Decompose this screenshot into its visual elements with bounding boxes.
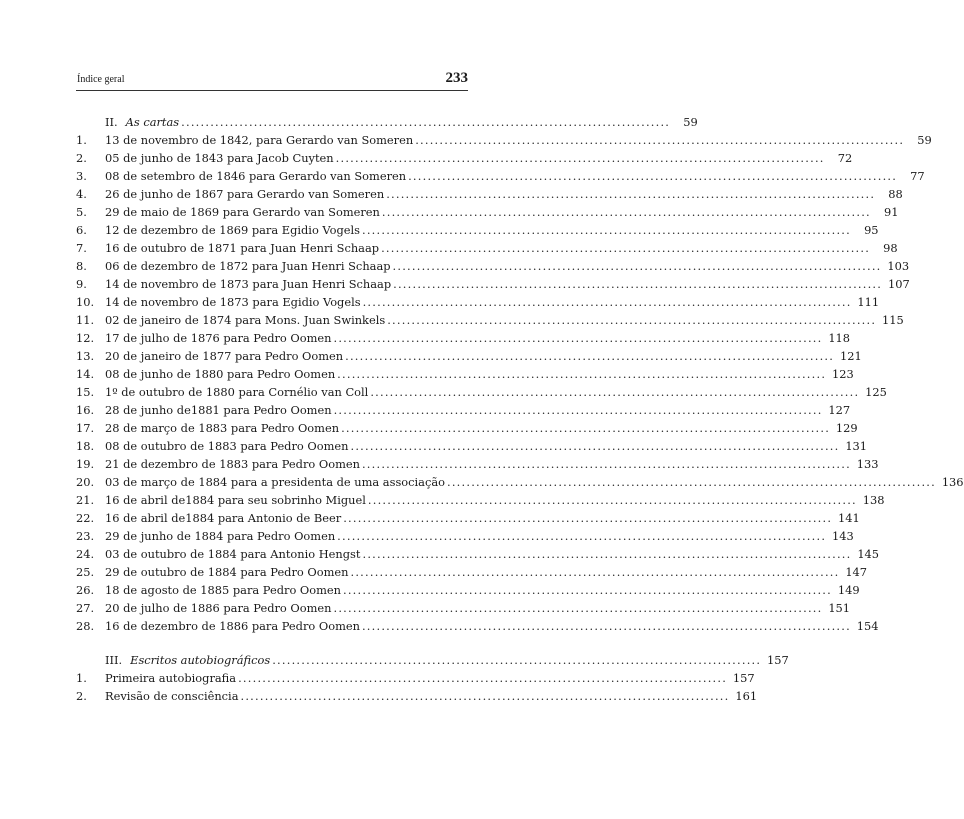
toc-entry <box>76 545 880 563</box>
dot-leader <box>387 311 874 329</box>
entry-number: 20. <box>76 475 95 489</box>
section-numeral: III. <box>105 653 123 667</box>
toc-entry <box>76 293 880 311</box>
entry-page: 88 <box>888 187 903 201</box>
toc-entry <box>76 239 898 257</box>
entry-page: 149 <box>837 583 860 597</box>
entry-page: 147 <box>845 565 868 579</box>
dot-leader <box>336 149 823 167</box>
entry-title: 20 de julho de 1886 para Pedro Oomen <box>105 601 332 615</box>
entry-page: 115 <box>882 313 904 327</box>
entry-number: 19. <box>76 457 95 471</box>
toc-entry <box>76 617 879 635</box>
toc-entry <box>76 473 964 491</box>
table-of-contents <box>76 113 964 705</box>
toc-entry <box>76 131 932 149</box>
dot-leader <box>181 113 668 131</box>
section-heading-escritos <box>76 651 789 669</box>
entry-title: 13 de novembro de 1842, para Gerardo van Someren <box>105 133 414 147</box>
toc-entry <box>76 455 879 473</box>
entry-title: 16 de dezembro de 1886 para Pedro Oomen <box>105 619 360 633</box>
entry-title: 06 de dezembro de 1872 para Juan Henri Schaap <box>105 259 391 273</box>
toc-entry <box>76 257 910 275</box>
entry-page: 125 <box>865 385 887 399</box>
toc-entry <box>76 185 903 203</box>
entry-page: 157 <box>732 671 755 685</box>
entry-page: 103 <box>887 259 910 273</box>
section-page: 59 <box>683 115 698 129</box>
dot-leader <box>408 167 895 185</box>
cartas-list <box>76 131 964 635</box>
dot-leader <box>341 419 828 437</box>
entry-title: 28 de março de 1883 para Pedro Oomen <box>105 421 340 435</box>
entry-page: 107 <box>887 277 910 291</box>
entry-title: 18 de agosto de 1885 para Pedro Oomen <box>105 583 341 597</box>
entry-title: 02 de janeiro de 1874 para Mons. Juan Swinkels <box>105 313 386 327</box>
entry-title: Revisão de consciência <box>105 689 239 703</box>
dot-leader <box>333 329 820 347</box>
entry-title: 17 de julho de 1876 para Pedro Oomen <box>105 331 332 345</box>
entry-title: 16 de outubro de 1871 para Juan Henri Schaap <box>105 241 380 255</box>
toc-entry <box>76 329 851 347</box>
dot-leader <box>363 293 850 311</box>
entry-page: 154 <box>856 619 879 633</box>
dot-leader <box>345 347 832 365</box>
entry-title: 08 de outubro de 1883 para Pedro Oomen <box>105 439 349 453</box>
dot-leader <box>362 221 849 239</box>
dot-leader <box>362 617 849 635</box>
entry-title: Primeira autobiografia <box>105 671 237 685</box>
entry-number: 5. <box>76 205 87 219</box>
entry-title: 12 de dezembro de 1869 para Egidio Vogels <box>105 223 360 237</box>
entry-title: 29 de outubro de 1884 para Pedro Oomen <box>105 565 349 579</box>
entry-number: 9. <box>76 277 87 291</box>
entry-page: 133 <box>856 457 879 471</box>
toc-entry <box>76 509 860 527</box>
entry-page: 136 <box>941 475 964 489</box>
entry-number: 2. <box>76 151 87 165</box>
entry-page: 111 <box>857 295 880 309</box>
entry-page: 141 <box>838 511 860 525</box>
dot-leader <box>350 437 837 455</box>
entry-page: 77 <box>910 169 925 183</box>
entry-number: 24. <box>76 547 95 561</box>
entry-page: 98 <box>883 241 898 255</box>
dot-leader <box>447 473 934 491</box>
entry-number: 1. <box>76 133 87 147</box>
toc-entry <box>76 347 862 365</box>
section-numeral: II. <box>105 115 118 129</box>
entry-title: 29 de junho de 1884 para Pedro Oomen <box>105 529 336 543</box>
dot-leader <box>393 257 880 275</box>
toc-entry <box>76 149 853 167</box>
entry-number: 18. <box>76 439 95 453</box>
entry-title: 03 de outubro de 1884 para Antonio Hengst <box>105 547 361 561</box>
entry-page: 138 <box>862 493 885 507</box>
entry-title: 29 de maio de 1869 para Gerardo van Someren <box>105 205 380 219</box>
entry-page: 95 <box>864 223 879 237</box>
entry-title: 16 de abril de1884 para Antonio de Beer <box>105 511 342 525</box>
toc-entry <box>76 687 758 705</box>
running-head: Índice geral <box>77 74 125 85</box>
dot-leader <box>337 527 824 545</box>
entry-page: 145 <box>857 547 880 561</box>
dot-leader <box>362 455 849 473</box>
entry-title: 08 de setembro de 1846 para Gerardo van Someren <box>105 169 407 183</box>
page-header <box>76 70 468 91</box>
entry-number: 11. <box>76 313 95 327</box>
dot-leader <box>370 383 857 401</box>
entry-number: 15. <box>76 385 95 399</box>
entry-number: 22. <box>76 511 95 525</box>
section-title: Escritos autobiográficos <box>130 653 271 667</box>
entry-title: 21 de dezembro de 1883 para Pedro Oomen <box>105 457 360 471</box>
entry-title: 03 de março de 1884 para a presidenta de uma associação <box>105 475 445 489</box>
toc-entry <box>76 221 879 239</box>
toc-entry <box>76 383 887 401</box>
entry-title: 26 de junho de 1867 para Gerardo van Someren <box>105 187 385 201</box>
entry-number: 23. <box>76 529 95 543</box>
entry-page: 121 <box>839 349 862 363</box>
entry-number: 27. <box>76 601 95 615</box>
toc-entry <box>76 491 885 509</box>
page-number: 233 <box>445 70 468 86</box>
dot-leader <box>333 599 820 617</box>
entry-number: 17. <box>76 421 95 435</box>
dot-leader <box>368 491 855 509</box>
entry-title: 20 de janeiro de 1877 para Pedro Oomen <box>105 349 344 363</box>
section-page: 157 <box>767 653 789 667</box>
entry-page: 72 <box>837 151 853 165</box>
toc-entry <box>76 401 851 419</box>
dot-leader <box>343 581 830 599</box>
toc-entry <box>76 275 910 293</box>
entry-page: 59 <box>917 133 932 147</box>
dot-leader <box>386 185 873 203</box>
entry-page: 118 <box>828 331 851 345</box>
toc-entry <box>76 419 858 437</box>
toc-entry <box>76 437 868 455</box>
dot-leader <box>241 687 728 705</box>
entry-page: 91 <box>883 205 899 219</box>
entry-number: 21. <box>76 493 95 507</box>
dot-leader <box>334 401 821 419</box>
entry-number: 4. <box>76 187 87 201</box>
entry-number: 25. <box>76 565 95 579</box>
dot-leader <box>382 203 869 221</box>
dot-leader <box>381 239 868 257</box>
toc-entry <box>76 203 899 221</box>
entry-number: 8. <box>76 259 87 273</box>
entry-number: 1. <box>76 671 87 685</box>
entry-title: 28 de junho de1881 para Pedro Oomen <box>105 403 332 417</box>
dot-leader <box>362 545 849 563</box>
entry-number: 2. <box>76 689 87 703</box>
section-title: As cartas <box>125 115 180 129</box>
escritos-list <box>76 669 758 705</box>
entry-number: 28. <box>76 619 95 633</box>
entry-title: 05 de junho de 1843 para Jacob Cuyten <box>105 151 334 165</box>
entry-page: 127 <box>828 403 851 417</box>
entry-number: 26. <box>76 583 95 597</box>
toc-entry <box>76 167 925 185</box>
entry-title: 1º de outubro de 1880 para Cornélio van Coll <box>105 385 369 399</box>
toc-entry <box>76 599 851 617</box>
toc-entry <box>76 527 854 545</box>
toc-entry <box>76 581 860 599</box>
dot-leader <box>393 275 880 293</box>
entry-number: 3. <box>76 169 87 183</box>
dot-leader <box>337 365 824 383</box>
entry-page: 143 <box>832 529 854 543</box>
section-heading-cartas <box>76 113 698 131</box>
entry-number: 14. <box>76 367 95 381</box>
entry-page: 151 <box>828 601 851 615</box>
entry-number: 6. <box>76 223 87 237</box>
entry-page: 129 <box>835 421 858 435</box>
dot-leader <box>238 669 725 687</box>
entry-page: 131 <box>845 439 868 453</box>
entry-page: 161 <box>735 689 758 703</box>
entry-number: 10. <box>76 295 95 309</box>
dot-leader <box>350 563 837 581</box>
toc-entry <box>76 669 755 687</box>
entry-number: 13. <box>76 349 95 363</box>
dot-leader <box>343 509 830 527</box>
entry-title: 08 de junho de 1880 para Pedro Oomen <box>105 367 336 381</box>
dot-leader <box>415 131 902 149</box>
toc-entry <box>76 311 904 329</box>
entry-title: 14 de novembro de 1873 para Egidio Vogels <box>105 295 361 309</box>
dot-leader <box>272 651 759 669</box>
toc-entry <box>76 365 854 383</box>
entry-number: 7. <box>76 241 87 255</box>
entry-title: 16 de abril de1884 para seu sobrinho Miguel <box>105 493 366 507</box>
toc-entry <box>76 563 868 581</box>
entry-number: 12. <box>76 331 95 345</box>
entry-page: 123 <box>832 367 854 381</box>
entry-number: 16. <box>76 403 95 417</box>
entry-title: 14 de novembro de 1873 para Juan Henri Schaap <box>105 277 392 291</box>
